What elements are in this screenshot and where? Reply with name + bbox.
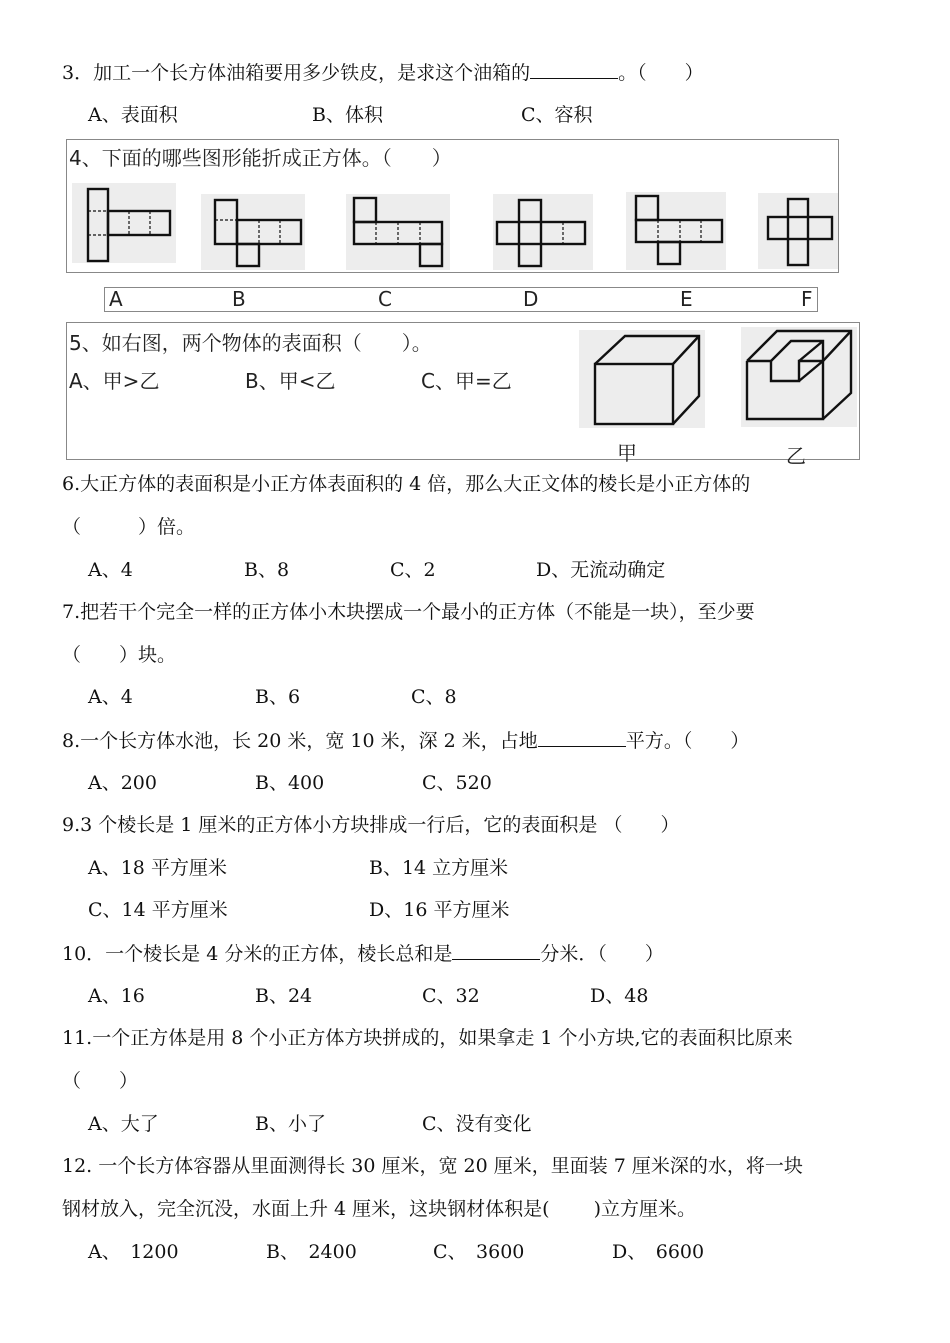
net-labels-box <box>104 287 818 312</box>
option-b[interactable]: B、 2400 <box>266 1241 357 1263</box>
question-11-line-1: 11.一个正方体是用 8 个小正方体方块拼成的，如果拿走 1 个小方块,它的表面积比原来 <box>62 1027 793 1049</box>
option-d[interactable]: D、 6600 <box>612 1241 705 1263</box>
option-d[interactable]: D、无流动确定 <box>536 559 666 581</box>
question-8-text: 8.一个长方体水池，长 20 米，宽 10 米，深 2 米，占地 <box>62 730 538 752</box>
net-d-figure <box>493 194 593 270</box>
option-c[interactable]: C、2 <box>390 559 436 581</box>
option-a[interactable]: A、4 <box>88 686 133 708</box>
option-a[interactable]: A、甲>乙 <box>69 369 160 393</box>
option-d[interactable]: D、16 平方厘米 <box>369 899 510 921</box>
question-10-text: 10．一个棱长是 4 分米的正方体，棱长总和是 <box>62 943 453 965</box>
option-b[interactable]: B、14 立方厘米 <box>369 857 509 879</box>
label-b[interactable]: B <box>232 287 246 311</box>
answer-blank[interactable] <box>538 728 626 747</box>
option-b[interactable]: B、体积 <box>312 104 383 126</box>
question-10 <box>62 941 664 966</box>
cube-jia-figure <box>579 330 705 428</box>
option-c[interactable]: C、 3600 <box>433 1241 525 1263</box>
option-c[interactable]: C、甲=乙 <box>421 369 512 393</box>
label-f[interactable]: F <box>801 287 813 311</box>
question-4-text: 4、下面的哪些图形能折成正方体。（ ） <box>69 146 452 170</box>
cube-yi-figure <box>741 327 857 427</box>
option-a[interactable]: A、18 平方厘米 <box>88 857 227 879</box>
question-8 <box>62 728 749 753</box>
option-a[interactable]: A、表面积 <box>88 104 178 126</box>
question-12-line-1: 12. 一个长方体容器从里面测得长 30 厘米，宽 20 厘米，里面装 7 厘米深的水，将一块 <box>62 1155 803 1177</box>
net-b-figure <box>201 194 305 270</box>
option-a[interactable]: A、200 <box>88 772 157 794</box>
option-b[interactable]: B、6 <box>255 686 301 708</box>
option-b[interactable]: B、400 <box>255 772 325 794</box>
question-10-suffix: 分米．（ ） <box>540 943 664 965</box>
question-7-line-1: 7.把若干个完全一样的正方体小木块摆成一个最小的正方体（不能是一块），至少要 <box>62 601 755 623</box>
label-d[interactable]: D <box>523 287 539 311</box>
option-c[interactable]: C、14 平方厘米 <box>88 899 228 921</box>
option-c[interactable]: C、没有变化 <box>422 1113 532 1135</box>
question-9: 9.3 个棱长是 1 厘米的正方体小方块排成一行后，它的表面积是 （ ） <box>62 814 680 836</box>
net-c-figure <box>346 194 450 270</box>
question-6-line-2: （ ）倍。 <box>62 516 196 538</box>
option-a[interactable]: A、4 <box>88 559 133 581</box>
option-c[interactable]: C、容积 <box>521 104 593 126</box>
question-12-line-2: 钢材放入，完全沉没，水面上升 4 厘米，这块钢材体积是( )立方厘米。 <box>62 1198 697 1220</box>
label-jia: 甲 <box>617 441 637 465</box>
option-a[interactable]: A、16 <box>88 985 145 1007</box>
option-a[interactable]: A、大了 <box>88 1113 159 1135</box>
question-3-suffix: 。（ ） <box>618 62 704 84</box>
option-c[interactable]: C、32 <box>422 985 480 1007</box>
question-8-suffix: 平方。（ ） <box>625 730 750 752</box>
label-a[interactable]: A <box>109 287 123 311</box>
answer-blank[interactable] <box>530 60 618 79</box>
option-a[interactable]: A、 1200 <box>88 1241 179 1263</box>
question-3-text: 3．加工一个长方体油箱要用多少铁皮，是求这个油箱的 <box>62 62 531 84</box>
question-3 <box>62 60 704 85</box>
question-5-text: 5、如右图，两个物体的表面积（ ）。 <box>69 331 432 355</box>
question-7-line-2: （ ）块。 <box>62 644 177 666</box>
net-f-figure <box>758 193 838 269</box>
question-6-line-1: 6.大正方体的表面积是小正方体表面积的 4 倍，那么大正文体的棱长是小正方体的 <box>62 473 751 495</box>
net-a-figure <box>72 183 176 263</box>
option-b[interactable]: B、8 <box>244 559 290 581</box>
option-b[interactable]: B、小了 <box>255 1113 326 1135</box>
option-c[interactable]: C、8 <box>411 686 457 708</box>
option-d[interactable]: D、48 <box>590 985 649 1007</box>
option-b[interactable]: B、24 <box>255 985 313 1007</box>
net-e-figure <box>626 192 726 270</box>
label-yi: 乙 <box>786 444 806 468</box>
label-e[interactable]: E <box>680 287 693 311</box>
option-c[interactable]: C、520 <box>422 772 492 794</box>
label-c[interactable]: C <box>378 287 392 311</box>
question-11-line-2: （ ） <box>62 1070 139 1092</box>
answer-blank[interactable] <box>452 941 540 960</box>
option-b[interactable]: B、甲<乙 <box>245 369 336 393</box>
